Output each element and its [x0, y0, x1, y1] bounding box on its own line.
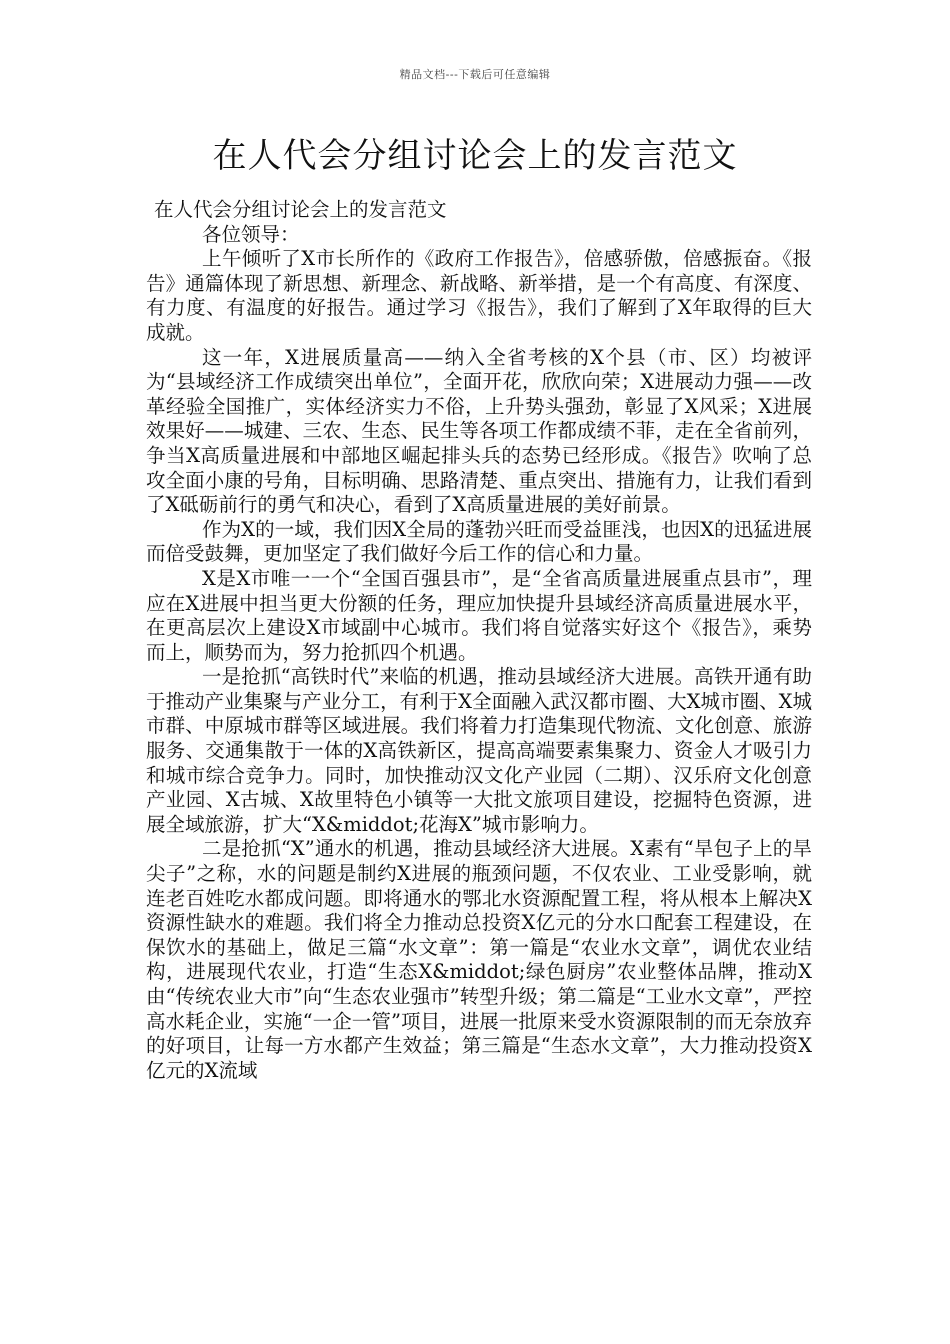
header-note: 精品文档---下载后可任意编辑 — [399, 68, 551, 81]
paragraph-4: X是X市唯一一个“全国百强县市”，是“全省高质量进展重点县市”，理应在X进展中担当更大份额的任务，理应加快提升县域经济高质量进展水平，在更高层次上建设X市域副中心城市。我们将自觉落实好这个《报告》，乘势而上，顺势而为，努力抢抓四个机遇。 — [146, 566, 812, 664]
document-body — [146, 198, 812, 1083]
paragraph-1: 上午倾听了X市长所作的《政府工作报告》，倍感骄傲，倍感振奋。《报告》通篇体现了新思想、新理念、新战略、新举措，是一个有高度、有深度、有力度、有温度的好报告。通过学习《报告》，我们了解到了X年取得的巨大成就。 — [146, 247, 812, 344]
salutation: 各位领导： — [202, 222, 300, 246]
document-title: 在人代会分组讨论会上的发言范文 — [212, 136, 738, 176]
paragraph-6: 二是抢抓“X”通水的机遇，推动县域经济大进展。X素有“旱包子上的旱尖子”之称，水的问题是制约X进展的瓶颈问题，不仅农业、工业受影响，就连老百姓吃水都成问题。即将通水的鄂北水资源配置工程，将从根本上解决X资源性缺水的难题。我们将全力推动总投资X亿元的分水口配套工程建设，在保饮水的基础上，做足三篇“水文章”：第一篇是“农业水文章”，调优农业结构，进展现代农业，打造“生态X&middot;绿色厨房”农业整体品牌，推动X由“传统农业大市”向“生态农业强市”转型升级；第二篇是“工业水文章”，严控高水耗企业，实施“一企一管”项目，进展一批原来受水资源限制的而无奈放弃的好项目，让每一方水都产生效益；第三篇是“生态水文章”，大力推动投资X亿元的X流域 — [146, 837, 812, 1082]
document-subtitle: 在人代会分组讨论会上的发言范文 — [154, 198, 447, 221]
paragraph-5: 一是抢抓“高铁时代”来临的机遇，推动县域经济大进展。高铁开通有助于推动产业集聚与产业分工，有利于X全面融入武汉都市圈、大X城市圈、X城市群、中原城市群等区域进展。我们将着力打造集现代物流、文化创意、旅游服务、交通集散于一体的X高铁新区，提高高端要素集聚力、资金人才吸引力和城市综合竞争力。同时，加快推动汉文化产业园（二期）、汉乐府文化创意产业园、X古城、X故里特色小镇等一大批文旅项目建设，挖掘特色资源，进展全域旅游，扩大“X&middot;花海X”城市影响力。 — [146, 665, 812, 836]
paragraph-3: 作为X的一域，我们因X全局的蓬勃兴旺而受益匪浅，也因X的迅猛进展而倍受鼓舞，更加坚定了我们做好今后工作的信心和力量。 — [146, 517, 812, 566]
paragraph-2: 这一年，X进展质量高——纳入全省考核的X个县（市、区）均被评为“县域经济工作成绩突出单位”，全面开花，欣欣向荣；X进展动力强——改革经验全国推广，实体经济实力不俗，上升势头强劲，彰显了X风采；X进展效果好——城建、三农、生态、民生等各项工作都成绩不菲，走在全省前列，争当X高质量进展和中部地区崛起排头兵的态势已经形成。《报告》吹响了总攻全面小康的号角，目标明确、思路清楚、重点突出、措施有力，让我们看到了X砥砺前行的勇气和决心，看到了X高质量进展的美好前景。 — [146, 345, 812, 517]
